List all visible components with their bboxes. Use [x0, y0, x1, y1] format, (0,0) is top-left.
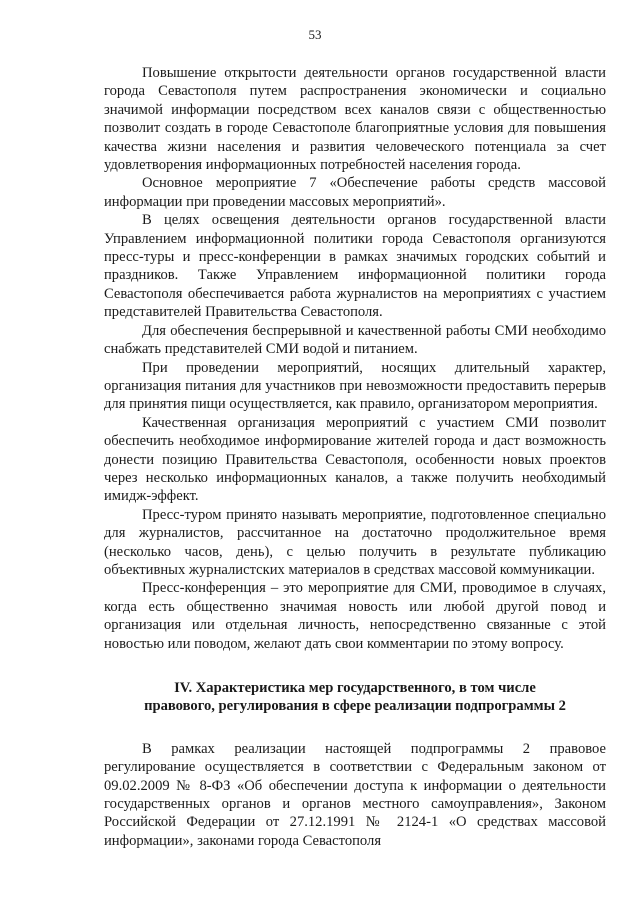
- paragraph-press-conference-definition: Пресс-конференция – это мероприятие для СМИ, проводимое в случаях, когда есть общественно значимая новость или любой другой повод и организация или отдельная личность, непосредственно связанные с этой новостью или поводом, желают дать свои комментарии по этому вопросу.: [104, 580, 606, 652]
- paragraph-press-tours: В целях освещения деятельности органов государственной власти Управлением информационной политики города Севастополя организуются пресс-туры и пресс-конференции в рамках значимых городских событий и праздников. Также Управлением информационной политики города Севастополя обеспечивается работа журналистов на мероприятиях с участием представителей Правительства Севастополя.: [104, 212, 606, 321]
- paragraph-press-tour-definition: Пресс-туром принято называть мероприятие, подготовленное специально для журналистов, рассчитанное на достаточно продолжительное время (несколько часов, день), с целью получить в результате публикацию объективных журналистских материалов в средствах массовой коммуникации.: [104, 506, 606, 578]
- section-heading: [104, 679, 606, 716]
- page-number: 53: [308, 27, 322, 42]
- paragraph-main-activity-7: Основное мероприятие 7 «Обеспечение работы средств массовой информации при проведении массовых мероприятий».: [104, 175, 606, 210]
- paragraph-catering: При проведении мероприятий, носящих длительный характер, организация питания для участников при невозможности предоставить перерыв для принятия пищи осуществляется, как правило, организатором мероприятия.: [104, 359, 606, 413]
- paragraph-media-supply: Для обеспечения беспрерывной и качественной работы СМИ необходимо снабжать представителей СМИ водой и питанием.: [104, 322, 606, 358]
- paragraph-openness: Повышение открытости деятельности органов государственной власти города Севастополя путем распространения экономически и социально значимой информации посредством всех каналов связи с общественностью позволит создать в городе Севастополе благоприятные условия для повышения качества жизни населения и развития человеческого потенциала за счет удовлетворения информационных потребностей населения города.: [104, 65, 606, 174]
- section-heading-line-1: IV. Характеристика мер государственного, в том числе: [174, 680, 536, 696]
- document-body: [104, 64, 606, 850]
- paragraph-quality-organization: Качественная организация мероприятий с участием СМИ позволит обеспечить необходимое информирование жителей города и даст возможность донести позицию Правительства Севастополя, особенности новых проектов через несколько информационных каналов, а также получить необходимый имидж-эффект.: [104, 414, 606, 505]
- section-heading-line-2: правового, регулирования в сфере реализации подпрограммы 2: [144, 698, 566, 715]
- paragraph-legal-regulation: В рамках реализации настоящей подпрограммы 2 правовое регулирование осуществляется в соответствии с Федеральным законом от 09.02.2009 № 8-ФЗ «Об обеспечении доступа к информации о деятельности государственных органов и органов местного самоуправления», Законом Российской Федерации от 27.12.1991 № 2124-1 «О средствах массовой информации», законами города Севастополя: [104, 740, 606, 849]
